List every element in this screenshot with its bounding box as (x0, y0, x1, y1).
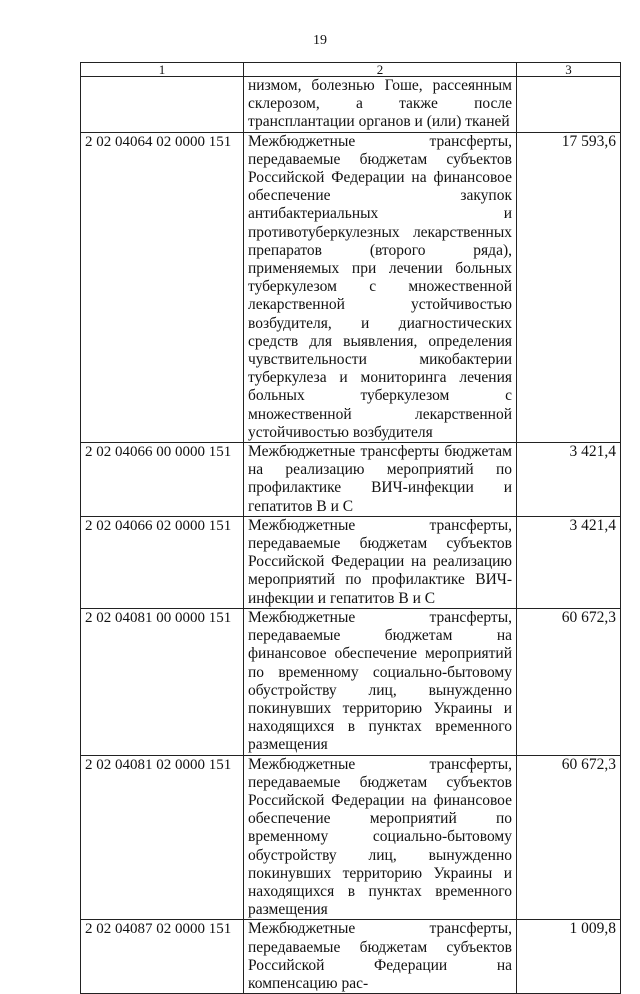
table-row (81, 755, 621, 920)
row-description: Межбюджетные трансферты, передаваемые бюджетам субъектов Российской Федерации на финансовое обеспечение мероприятий по временному социально-бытовому обустройству лиц, вынужденно покинувших территорию Украины и находящихся в пунктах временного размещения (244, 755, 517, 920)
table-row (81, 920, 621, 994)
row-amount (517, 77, 621, 133)
row-code (81, 77, 244, 133)
row-code: 2 02 04066 02 0000 151 (81, 516, 244, 608)
row-code: 2 02 04081 00 0000 151 (81, 608, 244, 755)
row-description: Межбюджетные трансферты бюджетам на реализацию мероприятий по профилактике ВИЧ-инфекции и гепатитов В и С (244, 443, 517, 517)
row-amount: 17 593,6 (517, 132, 621, 442)
table-row (81, 132, 621, 442)
row-amount: 3 421,4 (517, 443, 621, 517)
row-description: Межбюджетные трансферты, передаваемые бюджетам субъектов Российской Федерации на реализацию мероприятий по профилактике ВИЧ-инфекции и гепатитов В и С (244, 516, 517, 608)
row-code: 2 02 04066 00 0000 151 (81, 443, 244, 517)
row-code: 2 02 04081 02 0000 151 (81, 755, 244, 920)
column-header-description: 2 (244, 63, 517, 77)
row-code: 2 02 04087 02 0000 151 (81, 920, 244, 994)
table-row (81, 608, 621, 755)
table-row (81, 516, 621, 608)
row-amount: 3 421,4 (517, 516, 621, 608)
column-header-code: 1 (81, 63, 244, 77)
row-amount: 60 672,3 (517, 608, 621, 755)
table-row (81, 443, 621, 517)
row-amount: 60 672,3 (517, 755, 621, 920)
table-row (81, 77, 621, 133)
page-number: 19 (313, 33, 327, 48)
row-description: Межбюджетные трансферты, передаваемые бюджетам субъектов Российской Федерации на финансовое обеспечение закупок антибактериальных и противотуберкулезных лекарственных препаратов (второго ряда), применяемых при лечении больных туберкулезом с множественной лекарственной устойчивостью возбудителя, и диагностических средств для выявления, определения чувствительности микобактерии туберкулеза и мониторинга лечения больных туберкулезом с множественной лекарственной устойчивостью возбудителя (244, 132, 517, 442)
row-description: низмом, болезнью Гоше, рассеянным склерозом, а также после трансплантации органов и (или) тканей (244, 77, 517, 133)
budget-table (80, 62, 621, 994)
row-code: 2 02 04064 02 0000 151 (81, 132, 244, 442)
column-header-amount: 3 (517, 63, 621, 77)
row-amount: 1 009,8 (517, 920, 621, 994)
row-description: Межбюджетные трансферты, передаваемые бюджетам субъектов Российской Федерации на компенсацию рас- (244, 920, 517, 994)
table-header-row (81, 63, 621, 77)
row-description: Межбюджетные трансферты, передаваемые бюджетам на финансовое обеспечение мероприятий по временному социально-бытовому обустройству лиц, вынужденно покинувших территорию Украины и находящихся в пунктах временного размещения (244, 608, 517, 755)
